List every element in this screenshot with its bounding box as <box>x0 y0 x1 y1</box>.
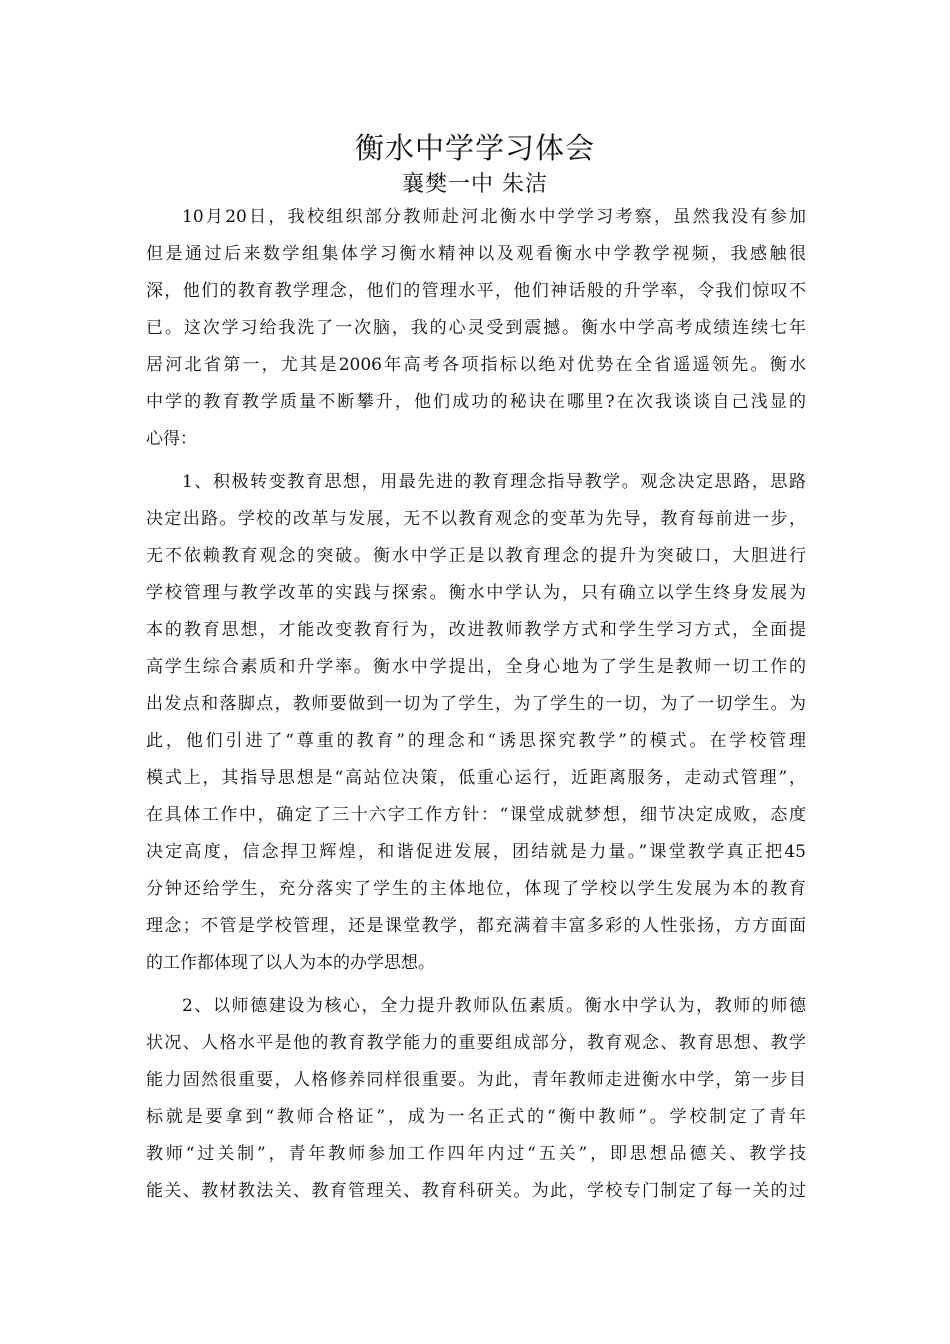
text-line: 10月20日，我校组织部分教师赴河北衡水中学学习考察，虽然我没有参加 <box>182 207 806 227</box>
text-line: 能力固然很重要，人格修养同样很重要。为此，青年教师走进衡水中学，第一步目 <box>146 1070 806 1090</box>
text-line: 分钟还给学生，充分落实了学生的主体地位，体现了学校以学生发展为本的教育 <box>146 879 806 899</box>
text-line: 状况、人格水平是他的教育教学能力的重要组成部分，教育观念、教育思想、教学 <box>146 1033 806 1053</box>
text-line: 但是通过后来数学组集体学习衡水精神以及观看衡水中学教学视频，我感触很 <box>146 244 806 264</box>
paragraph-1 <box>146 199 806 458</box>
text-line: 在具体工作中，确定了三十六字工作方针：“课堂成就梦想，细节决定成败，态度 <box>146 805 806 825</box>
text-line: 学校管理与教学改革的实践与探索。衡水中学认为，只有确立以学生终身发展为 <box>146 583 806 603</box>
paragraph-2 <box>146 464 806 982</box>
text-line: 心得： <box>146 429 197 449</box>
text-line: 居河北省第一，尤其是2006年高考各项指标以绝对优势在全省遥遥领先。衡水 <box>146 355 806 375</box>
text-line: 2、以师德建设为核心，全力提升教师队伍素质。衡水中学认为，教师的师德 <box>182 996 806 1016</box>
text-line: 的工作都体现了以人为本的办学思想。 <box>146 953 435 973</box>
text-line: 此，他们引进了“尊重的教育”的理念和“诱思探究教学”的模式。在学校管理 <box>146 731 806 751</box>
text-line: 深，他们的教育教学理念，他们的管理水平，他们神话般的升学率，令我们惊叹不 <box>146 281 806 301</box>
text-line: 1、积极转变教育思想，用最先进的教育理念指导教学。观念决定思路，思路 <box>182 472 806 492</box>
text-line: 能关、教材教法关、教育管理关、教育科研关。为此，学校专门制定了每一关的过 <box>146 1181 806 1201</box>
text-line: 已。这次学习给我洗了一次脑，我的心灵受到震撼。衡水中学高考成绩连续七年 <box>146 318 806 338</box>
text-line: 出发点和落脚点，教师要做到一切为了学生，为了学生的一切，为了一切学生。为 <box>146 694 806 714</box>
document-title: 衡水中学学习体会 <box>354 131 595 165</box>
text-line: 高学生综合素质和升学率。衡水中学提出，全身心地为了学生是教师一切工作的 <box>146 657 806 677</box>
text-line: 无不依赖教育观念的突破。衡水中学正是以教育理念的提升为突破口，大胆进行 <box>146 546 806 566</box>
text-line: 决定出路。学校的改革与发展，无不以教育观念的变革为先导，教育每前进一步， <box>146 509 806 529</box>
text-line: 标就是要拿到“教师合格证”，成为一名正式的“衡中教师”。学校制定了青年 <box>146 1107 806 1127</box>
text-line: 本的教育思想，才能改变教育行为，改进教师教学方式和学生学习方式，全面提 <box>146 620 806 640</box>
text-line: 模式上，其指导思想是“高站位决策，低重心运行，近距离服务，走动式管理”， <box>146 768 806 788</box>
text-line: 中学的教育教学质量不断攀升，他们成功的秘诀在哪里?在次我谈谈自己浅显的 <box>146 392 806 412</box>
text-line: 理念；不管是学校管理，还是课堂教学，都充满着丰富多彩的人性张扬，方方面面 <box>146 916 806 936</box>
text-line: 决定高度，信念捍卫辉煌，和谐促进发展，团结就是力量。”课堂教学真正把45 <box>146 842 806 862</box>
text-line: 教师“过关制”，青年教师参加工作四年内过“五关”，即思想品德关、教学技 <box>146 1144 806 1164</box>
document-body <box>146 199 806 1210</box>
paragraph-3 <box>146 988 806 1210</box>
document-author: 襄樊一中 朱洁 <box>402 172 548 197</box>
